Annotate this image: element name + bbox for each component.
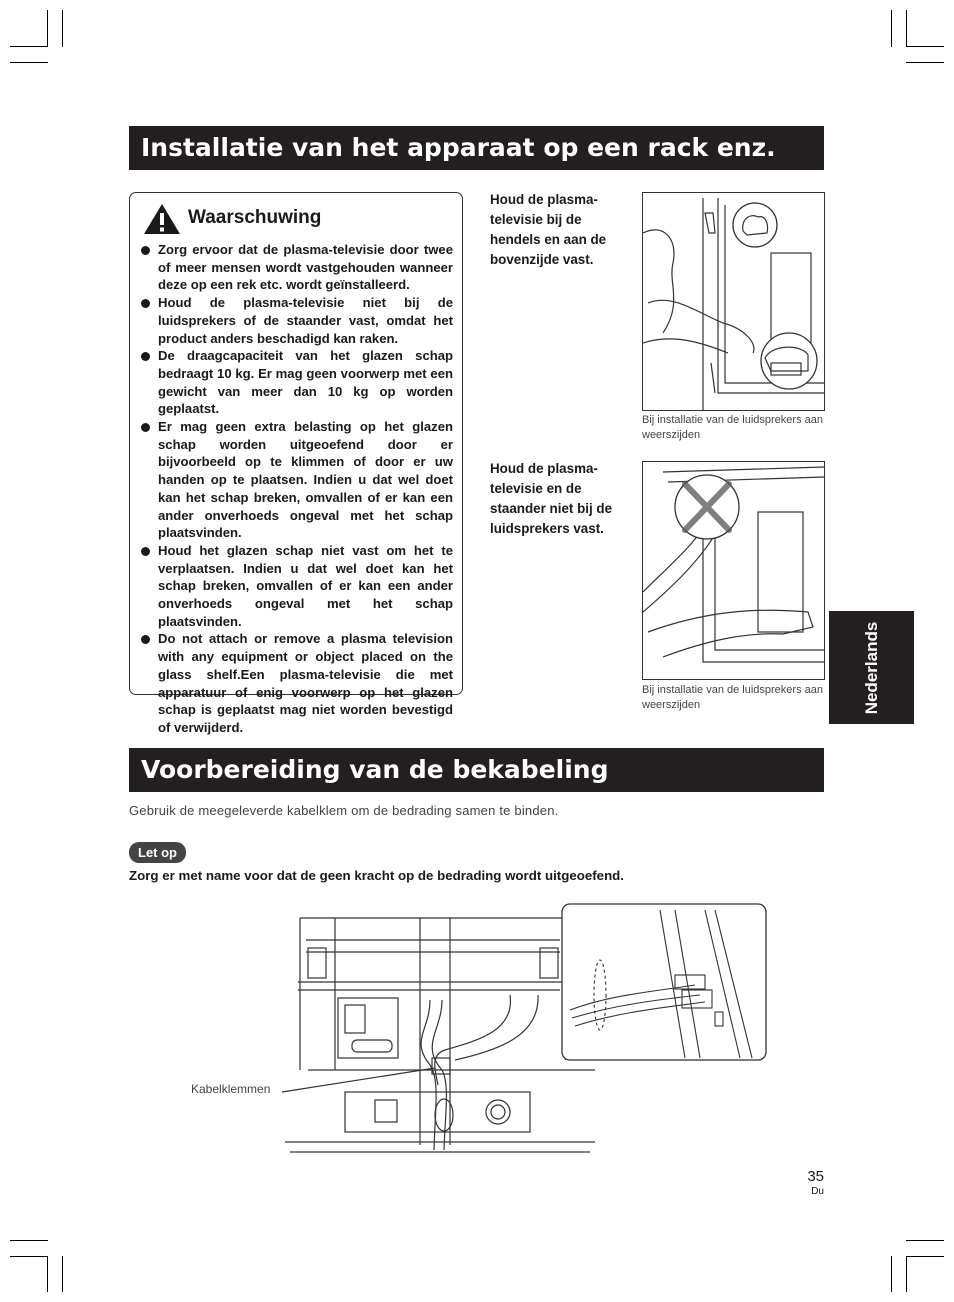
page-number: 35 xyxy=(807,1168,824,1185)
language-side-tab xyxy=(829,611,914,724)
warning-item: Zorg ervoor dat de plasma-televisie door twee of meer mensen wordt vastgehouden wanneer deze op een rek etc. wordt geïnstalleerd. xyxy=(140,241,453,294)
figure-hold-handles xyxy=(642,192,825,411)
caution-badge: Let op xyxy=(129,842,186,863)
warning-item: De draagcapaciteit van het glazen schap bedraagt 10 kg. Er mag geen voorwerp met een gewicht van meer dan 10 kg op worden geplaatst. xyxy=(140,347,453,418)
cabling-intro: Gebruik de meegeleverde kabelklem om de bedrading samen te binden. xyxy=(129,803,559,818)
warning-item: Er mag geen extra belasting op het glazen schap worden uitgeoefend door er bijvoorbeeld op te klimmen of door er uw handen op te plaatsen. Indien u dat wel doet kan het schap breken, omvallen of er kan een ander onverhoeds ongeval met het schap plaatsvinden. xyxy=(140,418,453,542)
language-tab-label: Nederlands xyxy=(861,621,881,714)
figure-no-speakers xyxy=(642,461,825,680)
cable-clamp-label: Kabelklemmen xyxy=(191,1082,271,1096)
warning-box xyxy=(129,192,463,735)
section-title-cabling: Voorbereiding van de bekabeling xyxy=(129,748,824,792)
caption-figure-1: Bij installatie van de luidsprekers aan weerszijden xyxy=(642,414,823,441)
illustration-hold-handles xyxy=(643,193,824,410)
warning-icon xyxy=(142,202,182,236)
instruction-no-speakers: Houd de plasma-televisie en de staander niet bij de luidsprekers vast. xyxy=(490,461,613,536)
warning-item: Houd de plasma-televisie niet bij de luidsprekers of de staander vast, omdat het product anders beschadigd kan raken. xyxy=(140,294,453,347)
warning-item: Houd het glazen schap niet vast om het te verplaatsen. Indien u dat wel doet kan het schap breken, omvallen of er kan een ander onverhoeds ongeval met het schap plaatsvinden. xyxy=(140,542,453,631)
caution-text: Zorg er met name voor dat de geen kracht op de bedrading wordt uitgeoefend. xyxy=(129,868,625,883)
section-title-installation: Installatie van het apparaat op een rack enz. xyxy=(129,126,824,170)
warning-list xyxy=(140,241,453,737)
instruction-hold-handles: Houd de plasma-televisie bij de hendels en aan de bovenzijde vast. xyxy=(490,192,607,267)
illustration-no-speakers xyxy=(643,462,824,679)
caption-figure-2: Bij installatie van de luidsprekers aan weerszijden xyxy=(642,684,823,711)
warning-item: Do not attach or remove a plasma television with any equipment or object placed on the glass shelf.Een plasma-televisie die met apparatuur of enig voorwerp op het glazen schap is geplaatst mag niet worden bevestigd of verwijderd. xyxy=(140,630,453,736)
language-code: Du xyxy=(811,1186,824,1197)
cabling-illustration xyxy=(180,900,770,1160)
warning-title: Waarschuwing xyxy=(188,207,322,228)
